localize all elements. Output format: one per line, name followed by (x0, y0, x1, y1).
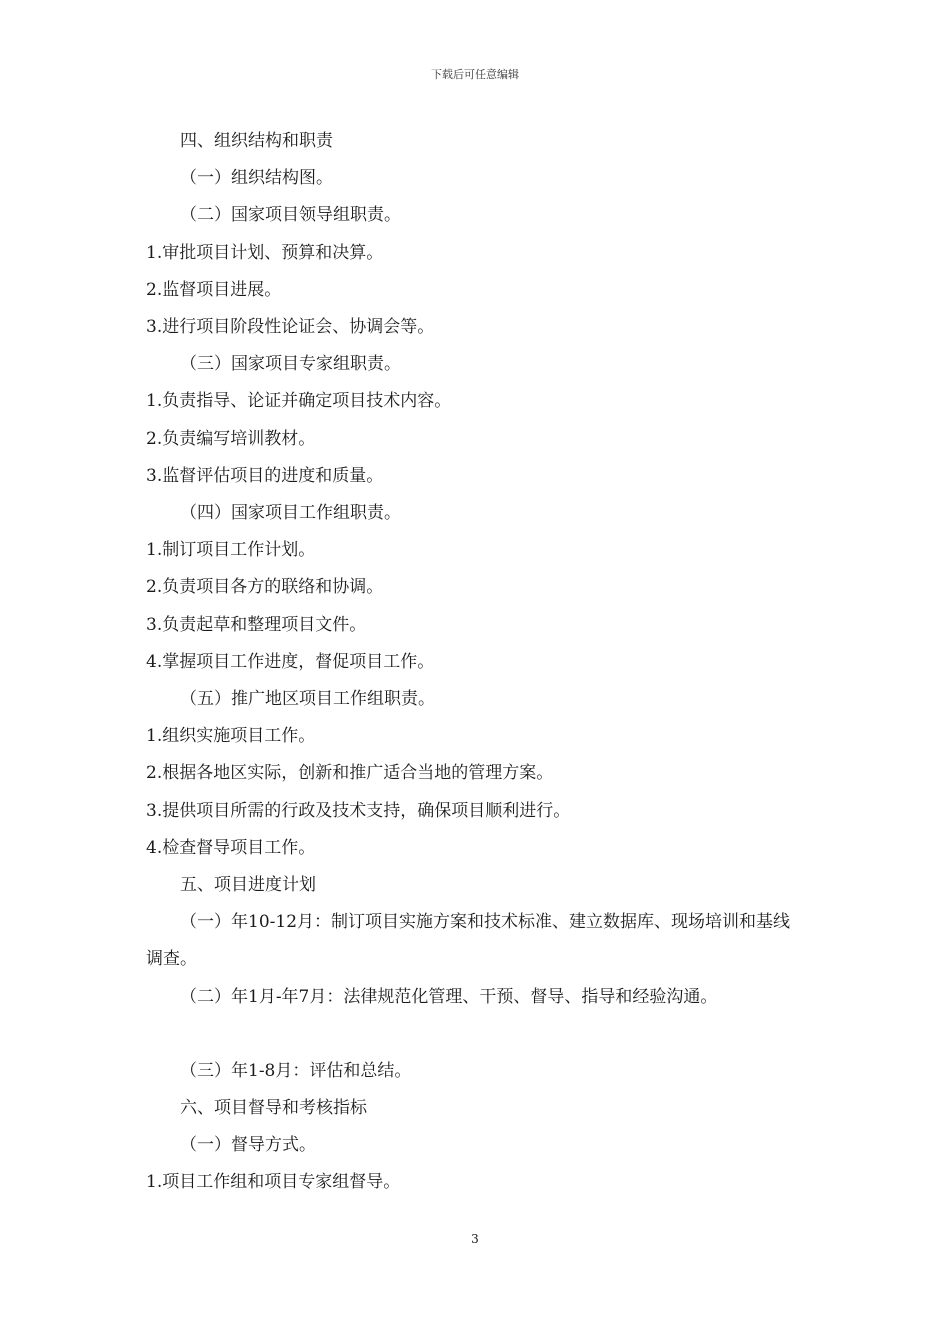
list-item: 2.负责项目各方的联络和协调。 (146, 577, 384, 598)
list-item: 1.组织实施项目工作。 (146, 726, 316, 747)
subsection-heading: （一）组织结构图。 (180, 168, 333, 189)
list-item: 1.项目工作组和项目专家组督导。 (146, 1172, 401, 1193)
section-heading: 五、项目进度计划 (180, 875, 316, 896)
list-item: 2.根据各地区实际，创新和推广适合当地的管理方案。 (146, 763, 554, 784)
section-heading: 六、项目督导和考核指标 (180, 1098, 367, 1119)
list-item: 2.负责编写培训教材。 (146, 428, 316, 449)
list-item: 3.负责起草和整理项目文件。 (146, 614, 367, 635)
subsection-heading: （二）国家项目领导组职责。 (180, 205, 401, 226)
list-item: 4.检查督导项目工作。 (146, 837, 316, 858)
list-item: 3.监督评估项目的进度和质量。 (146, 465, 384, 486)
list-item: 1.制订项目工作计划。 (146, 540, 316, 561)
header-note: 下载后可任意编辑 (431, 68, 519, 81)
schedule-item: （三）年1-8月：评估和总结。 (180, 1060, 412, 1081)
schedule-item: （一）年10-12月：制订项目实施方案和技术标准、建立数据库、现场培训和基线调查。 (146, 912, 791, 970)
subsection-heading: （五）推广地区项目工作组职责。 (180, 689, 435, 710)
page-number: 3 (471, 1232, 479, 1246)
list-item: 4.掌握项目工作进度，督促项目工作。 (146, 651, 435, 672)
document-body (146, 123, 806, 1202)
schedule-item: （二）年1月-年7月：法律规范化管理、干预、督导、指导和经验沟通。 (180, 986, 718, 1007)
subsection-heading: （四）国家项目工作组职责。 (180, 503, 401, 524)
list-item: 3.进行项目阶段性论证会、协调会等。 (146, 317, 435, 338)
blank-line (146, 1016, 806, 1053)
section-heading: 四、组织结构和职责 (180, 131, 333, 151)
list-item: 3.提供项目所需的行政及技术支持，确保项目顺利进行。 (146, 800, 571, 821)
list-item: 1.审批项目计划、预算和决算。 (146, 242, 384, 263)
subsection-heading: （一）督导方式。 (180, 1135, 316, 1156)
list-item: 2.监督项目进展。 (146, 279, 282, 300)
subsection-heading: （三）国家项目专家组职责。 (180, 354, 401, 375)
list-item: 1.负责指导、论证并确定项目技术内容。 (146, 391, 452, 412)
